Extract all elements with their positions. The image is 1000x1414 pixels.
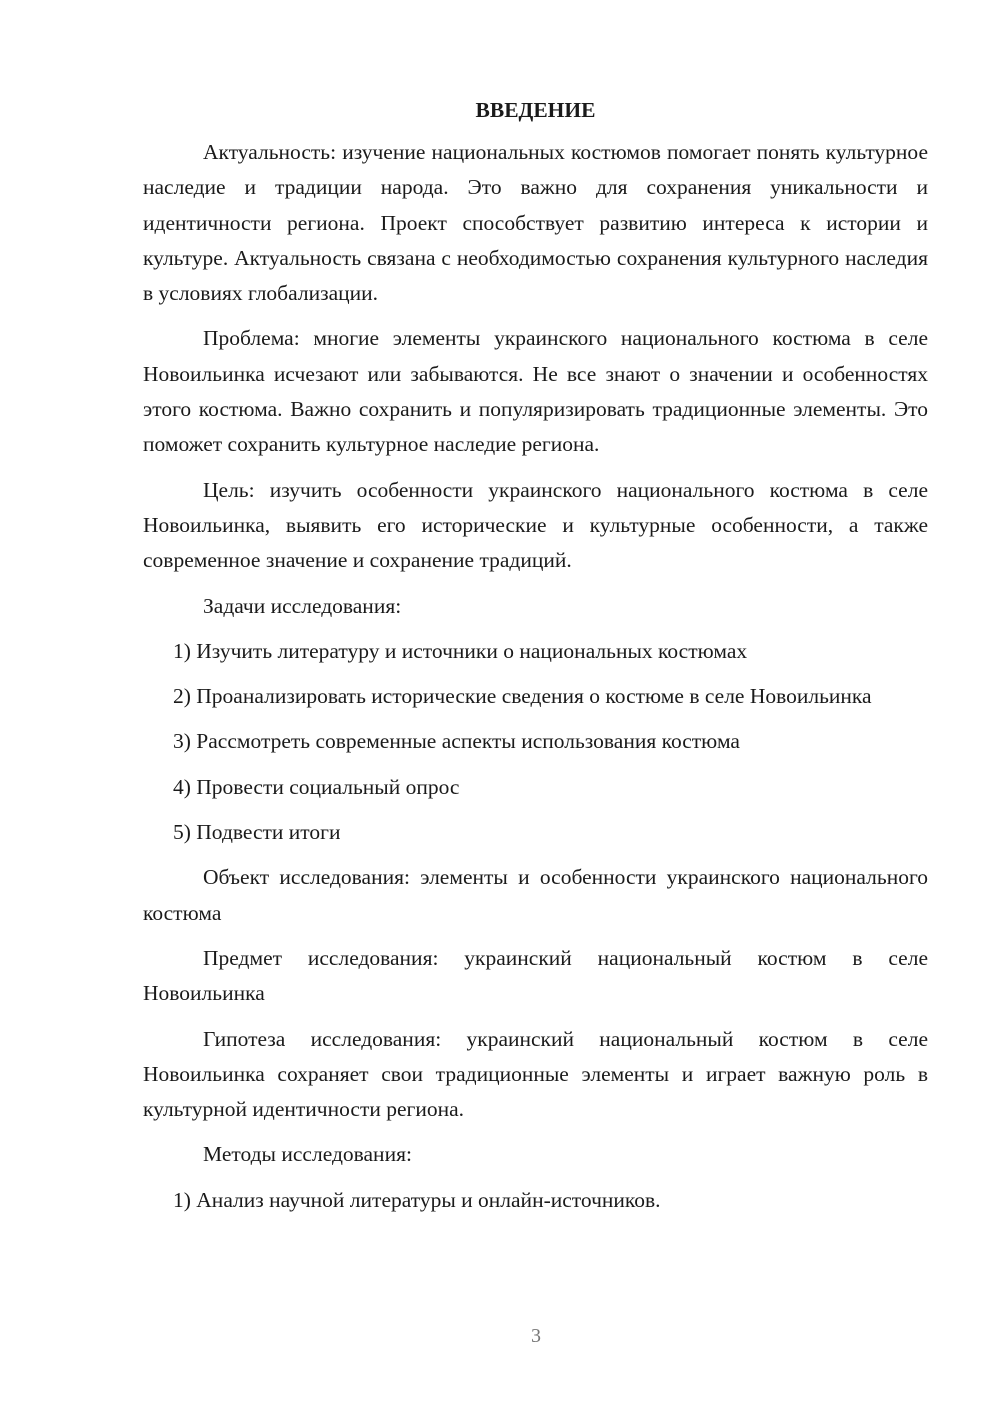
object-paragraph: Объект исследования: элементы и особенности украинского национального костюма bbox=[143, 865, 928, 925]
goal-paragraph: Цель: изучить особенности украинского национального костюма в селе Новоильинка, выявить его исторические и культурные особенности, а также современное значение и сохранение традиций. bbox=[143, 477, 928, 573]
page-content bbox=[143, 93, 928, 1228]
task-item: 1) Изучить литературу и источники о национальных костюмах bbox=[173, 638, 748, 663]
page-number: 3 bbox=[531, 1325, 541, 1347]
task-item: 5) Подвести итоги bbox=[173, 820, 341, 845]
subject-paragraph: Предмет исследования: украинский национальный костюм в селе Новоильинка bbox=[143, 945, 928, 1006]
methods-heading: Методы исследования: bbox=[203, 1142, 412, 1167]
task-item: 2) Проанализировать исторические сведения о костюме в селе Новоильинка bbox=[173, 684, 872, 709]
relevance-paragraph: Актуальность: изучение национальных костюмов помогает понять культурное наследие и традиции народа. Это важно для сохранения уникальности и идентичности региона. Проект способствует развитию интереса к истории и культуре. Актуальность связана с необходимостью сохранения культурного наследия в условиях глобализации. bbox=[143, 140, 928, 306]
problem-paragraph: Проблема: многие элементы украинского национального костюма в селе Новоильинка исчезают или забываются. Не все знают о значении и особенностях этого костюма. Важно сохранить и популяризировать традиционные элементы. Это поможет сохранить культурное наследие региона. bbox=[143, 326, 928, 457]
method-item: 1) Анализ научной литературы и онлайн-источников. bbox=[173, 1187, 661, 1212]
section-title: ВВЕДЕНИЕ bbox=[475, 98, 596, 122]
hypothesis-paragraph: Гипотеза исследования: украинский национальный костюм в селе Новоильинка сохраняет свои традиционные элементы и играет важную роль в культурной идентичности региона. bbox=[143, 1026, 928, 1122]
tasks-heading: Задачи исследования: bbox=[203, 593, 402, 618]
task-item: 4) Провести социальный опрос bbox=[173, 774, 460, 799]
task-item: 3) Рассмотреть современные аспекты использования костюма bbox=[173, 729, 740, 754]
